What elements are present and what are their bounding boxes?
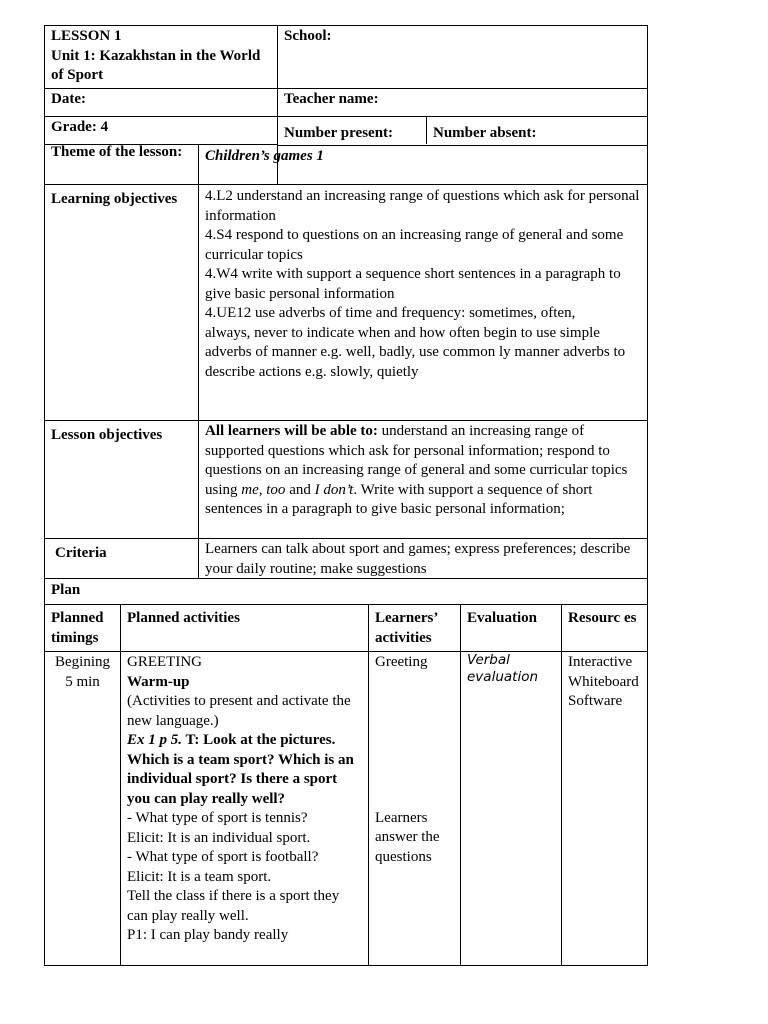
present-label: Number present: — [284, 125, 394, 141]
warmup-heading: Warm-up — [127, 673, 190, 690]
school-label: School: — [284, 28, 332, 44]
phrase-me-too: me, too — [241, 481, 286, 498]
and-word: and — [285, 481, 315, 498]
lesson-objectives-text: understand an increasing range of supported questions which ask for personal information; respond to questions on an increasing range of general and some curricular topics using — [205, 423, 628, 498]
theme-label-cell — [45, 143, 198, 184]
greeting-heading: GREETING — [127, 654, 202, 670]
header-evaluation: Evaluation — [467, 610, 538, 626]
row1-learners-cell — [369, 652, 460, 965]
border-right — [647, 25, 648, 966]
warmup-intro: (Activities to present and activate the new language.) — [127, 693, 351, 729]
lesson-objectives-label: Lesson objectives — [51, 427, 163, 443]
row-line — [44, 184, 648, 185]
learning-objectives-label-cell — [45, 189, 198, 249]
learning-objectives-label: Learning objectives — [51, 191, 178, 207]
row1-activities-cell — [121, 652, 368, 965]
p1-example: P1: I can play bandy really — [127, 927, 289, 943]
row-line — [44, 604, 648, 605]
header-learners: Learners’ activities — [375, 610, 438, 646]
objective-item: always, never to indicate when and how often begin to use simple adverbs of manner e.g. well, badly, use common ly manner adverbs to describe actions e.g. slowly, quietly — [205, 324, 626, 380]
question-tennis: - What type of sport is tennis? — [127, 810, 308, 826]
objective-item: 4.L2 understand an increasing range of questions which ask for personal information — [205, 188, 640, 224]
exercise-task: T: Look at the pictures. Which is a team sport? Which is an individual sport? Is there a sport you can play really well? — [127, 732, 354, 807]
date-label: Date: — [51, 91, 86, 107]
question-football: - What type of sport is football? — [127, 849, 319, 865]
header-learners-cell — [369, 608, 460, 651]
lesson-objectives-text-2: . Write with support a sequence of short sentences in a paragraph to give basic personal information; — [205, 481, 593, 517]
date-cell — [45, 89, 277, 116]
header-timings-cell — [45, 608, 120, 651]
header-activities: Planned activities — [127, 610, 240, 626]
lesson-title: LESSON 1 — [51, 28, 122, 44]
header-resources: Resourc es — [568, 610, 637, 626]
lesson-objectives-cell — [199, 421, 647, 538]
phrase-i-dont: I don’t — [314, 481, 354, 498]
grade-label: Grade: 4 — [51, 119, 109, 135]
answer-football: Elicit: It is a team sport. — [127, 868, 272, 885]
header-activities-cell — [121, 608, 368, 651]
criteria-value: Learners can talk about sport and games; express preferences; describe your daily routine; make suggestions — [205, 541, 631, 577]
learner-greeting: Greeting — [375, 654, 428, 670]
teacher-cell — [278, 89, 647, 116]
header-evaluation-cell — [461, 608, 561, 651]
lesson-objectives-label-cell — [45, 425, 198, 455]
header-timings: Planned timings — [51, 610, 104, 646]
absent-cell — [427, 123, 647, 145]
lesson-unit-cell — [45, 26, 277, 88]
theme-label: Theme of the lesson: — [51, 144, 183, 160]
border-bottom — [44, 965, 648, 966]
school-cell — [278, 26, 647, 88]
row1-duration: 5 min — [65, 673, 100, 690]
criteria-label-cell — [45, 543, 198, 573]
row-line — [44, 578, 648, 579]
objective-item: 4.W4 write with support a sequence short sentences in a paragraph to give basic personal information — [205, 266, 621, 302]
tell-instruction: Tell the class if there is a sport they can play really well. — [127, 888, 340, 924]
criteria-cell — [199, 539, 647, 578]
learner-answer: Learners answer the questions — [375, 809, 440, 865]
theme-value: Children’s games 1 — [205, 148, 324, 164]
criteria-label: Criteria — [55, 545, 107, 561]
teacher-label: Teacher name: — [284, 91, 379, 107]
lesson-objectives-lead: All learners will be able to: — [205, 423, 378, 439]
answer-tennis: Elicit: It is an individual sport. — [127, 829, 311, 846]
verbal-evaluation: Verbal evaluation — [467, 652, 539, 685]
absent-label: Number absent: — [433, 125, 537, 141]
row1-timing-cell — [45, 652, 120, 965]
plan-label-cell — [45, 580, 647, 604]
learning-objectives-cell — [199, 186, 647, 420]
plan-label: Plan — [51, 582, 81, 598]
theme-value-cell — [199, 145, 647, 184]
objective-item: 4.S4 respond to questions on an increasing range of general and some curricular topics — [205, 227, 624, 263]
grade-cell — [45, 117, 277, 144]
objective-item: 4.UE12 use adverbs of time and frequency: sometimes, often, — [205, 305, 576, 321]
row1-timing: Begining — [55, 654, 110, 670]
row1-resources-cell — [562, 652, 647, 965]
resources-value: Interactive Whiteboard Software — [568, 654, 639, 709]
row1-evaluation-cell — [461, 651, 561, 965]
exercise-ref: Ex 1 p 5. — [127, 732, 183, 748]
unit-title: Unit 1: Kazakhstan in the World of Sport — [51, 47, 261, 83]
header-resources-cell — [562, 608, 647, 651]
present-cell — [278, 123, 426, 145]
